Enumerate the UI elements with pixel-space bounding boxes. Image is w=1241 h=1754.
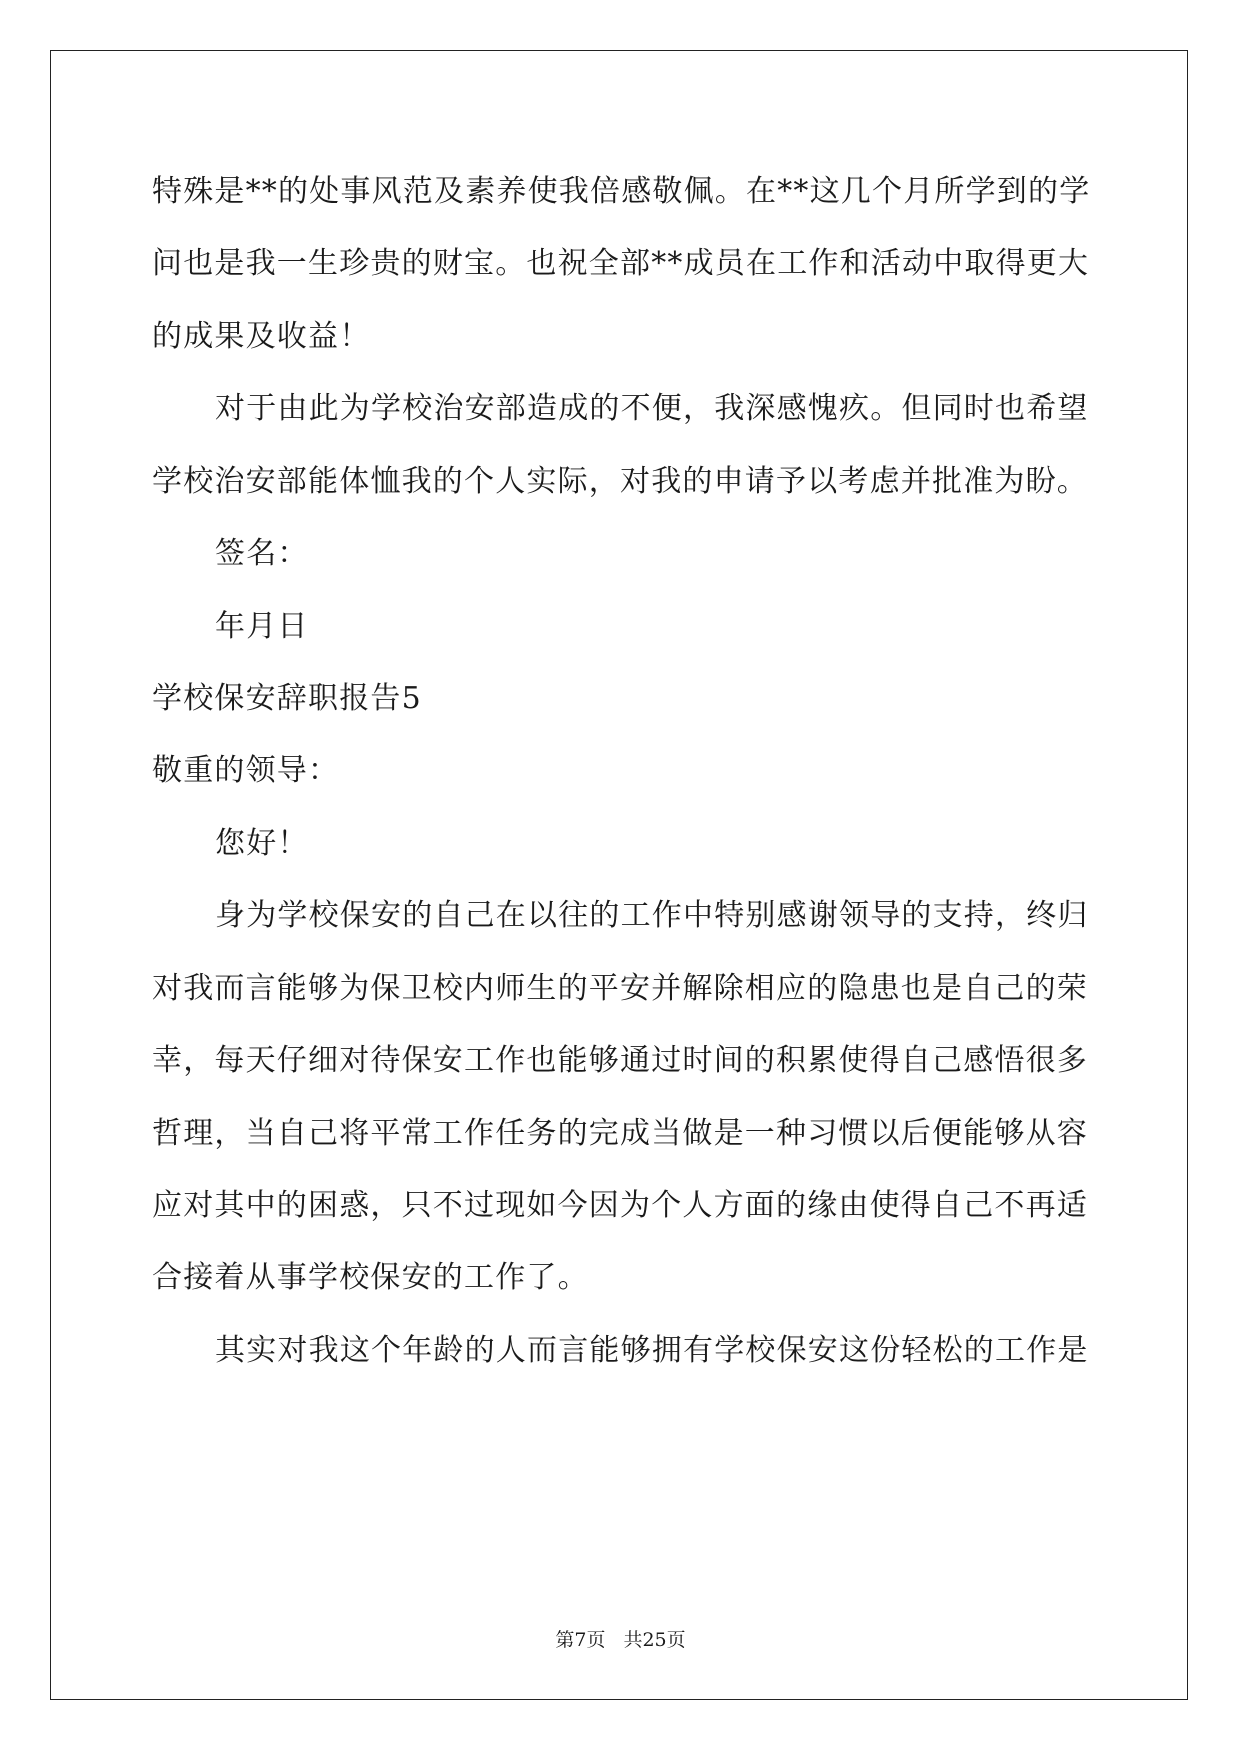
body-line-6: 身为学校保安的自己在以往的工作中特别感谢领导的支持，终归 <box>215 898 1089 933</box>
body-line-10: 应对其中的困惑，只不过现如今因为个人方面的缘由使得自己不再适 <box>152 1188 1088 1223</box>
greeting: 您好！ <box>215 826 309 861</box>
body-line-3: 的成果及收益！ <box>152 319 371 354</box>
signature-label: 签名： <box>215 536 309 571</box>
page-number: 第7页 <box>555 1629 606 1651</box>
salutation: 敬重的领导： <box>152 753 340 788</box>
section-title: 学校保安辞职报告5 <box>152 681 422 716</box>
body-line-1: 特殊是**的处事风范及素养使我倍感敬佩。在**这几个月所学到的学 <box>152 174 1091 209</box>
body-line-12: 其实对我这个年龄的人而言能够拥有学校保安这份轻松的工作是 <box>215 1333 1089 1368</box>
page-total: 共25页 <box>623 1629 686 1651</box>
page-border <box>50 50 1188 1700</box>
page-footer <box>0 1628 1241 1652</box>
body-line-9: 哲理，当自己将平常工作任务的完成当做是一种习惯以后便能够从容 <box>152 1116 1088 1151</box>
body-line-4: 对于由此为学校治安部造成的不便，我深感愧疚。但同时也希望 <box>215 391 1089 426</box>
body-line-8: 幸，每天仔细对待保安工作也能够通过时间的积累使得自己感悟很多 <box>152 1043 1088 1078</box>
body-line-11: 合接着从事学校保安的工作了。 <box>152 1260 589 1295</box>
body-line-7: 对我而言能够为保卫校内师生的平安并解除相应的隐患也是自己的荣 <box>152 971 1088 1006</box>
body-line-5: 学校治安部能体恤我的个人实际，对我的申请予以考虑并批准为盼。 <box>152 464 1088 499</box>
date-label: 年月日 <box>215 609 309 644</box>
body-line-2: 问也是我一生珍贵的财宝。也祝全部**成员在工作和活动中取得更大 <box>152 246 1090 281</box>
